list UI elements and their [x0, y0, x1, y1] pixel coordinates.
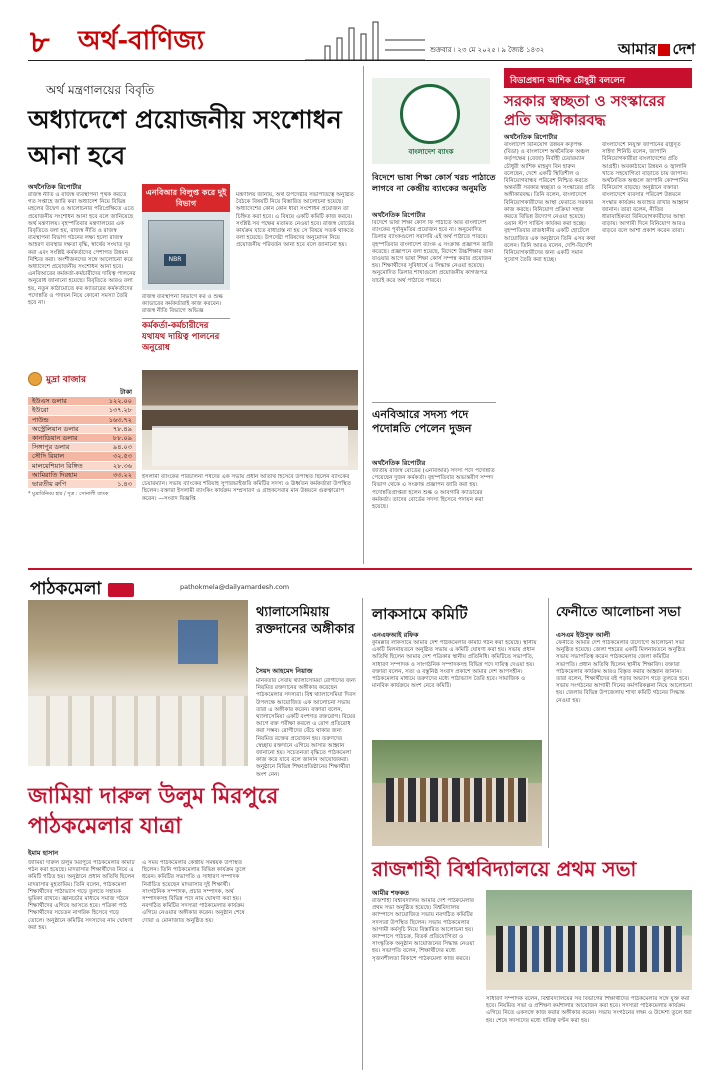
currency-rate: ৮৮.০৯	[113, 433, 132, 442]
reform-kicker-text: বিডাপ্রধান আশিক চৌধুরী বললেন	[510, 76, 625, 86]
currency-row	[28, 425, 136, 434]
currency-row	[28, 462, 136, 471]
currency-row	[28, 434, 136, 443]
currency-name: ইউএস ডলার	[32, 397, 67, 406]
currency-name: ইউরো	[32, 406, 49, 415]
laksam-byline: এনএফআই রফিক	[372, 631, 419, 639]
currency-rate: ৯৪.০৩	[113, 443, 132, 452]
currency-title: মুদ্রা বাজার	[46, 374, 86, 385]
jamia-col2: এ সময় পাঠকমেলার কেন্দ্রীয় সমন্বয়ক উপস্থিত ছিলেন। তিনি পাঠকমেলার বিভিন্ন কার্যক্রম তুলে ধরেন। কমিটির সভাপতি ও সাধারণ সম্পাদক নির্বাচিত হয়েছেন মাদরাসার দুই শিক্ষার্থী। সাংগঠনিক সম্পাদক, প্রচার সম্পাদক, অর্থ সম্পাদকসহ বিভিন্ন পদে নাম ঘোষণা করা হয়। নবগঠিত কমিটির সদস্যরা পাঠকমেলার কার্যক্রম এগিয়ে নেওয়ার অঙ্গীকার করেন। অনুষ্ঠান শেষে দোয়া ও মোনাজাত অনুষ্ঠিত হয়।	[142, 860, 246, 924]
crowd-icon	[108, 583, 134, 597]
bangladesh-bank-logo	[372, 78, 490, 164]
issue-date: শুক্রবার ৷ ২৩ মে ২০২৫ ৷ ৯ জ্যৈষ্ঠ ১৪৩২	[430, 46, 545, 54]
currency-name: অস্ট্রেলিয়ান ডলার	[32, 424, 79, 433]
lead-col3: মন্ত্রণালয় জানায়, অর্থ উপদেষ্টার সভাপতিত্বে অনুষ্ঠিত বৈঠকে বিষয়টি নিয়ে বিস্তারিত আলোচনা হয়েছে। অধ্যাদেশের কোন কোন ধারা সংশোধন প্রয়োজন তা চিহ্নিত করা হবে। এ বিষয়ে একটি কমিটি কাজ করবে। সংশ্লিষ্ট সব পক্ষের মতামত নেওয়া হবে। রাজস্ব বোর্ডের কার্যক্রম যাতে বাধাগ্রস্ত না হয় সে বিষয়ে সতর্ক থাকতে বলা হয়েছে। উপদেষ্টা পরিষদের অনুমোদন নিয়ে প্রয়োজনীয় পরিবর্তন আনা হবে বলে জানানো হয়।	[236, 192, 355, 249]
currency-row	[28, 471, 136, 480]
thalassemia-headline: থ্যালাসেমিয়ায় রক্তদানের অঙ্গীকার	[256, 605, 355, 637]
classroom-photo	[28, 600, 248, 766]
currency-rate: ১৩৭.২৮	[108, 406, 132, 415]
masthead	[0, 0, 720, 64]
currency-name: ভারতীয় রুপি	[32, 479, 67, 488]
reform-col2: বাংলাদেশে নিযুক্ত জাপানের রাষ্ট্রদূত সাইদা শিনিচি বলেন, জাপানি বিনিয়োগকারীরা বাংলাদেশের প্রতি আগ্রহী। অবকাঠামো উন্নয়ন ও জ্বালানি খাতে সহযোগিতা বাড়াতে চায় জাপান। অর্থনৈতিক অঞ্চলে জাপানি কোম্পানির বিনিয়োগ বাড়ছে। অনুষ্ঠানে বক্তারা বাংলাদেশে ব্যবসার পরিবেশ উন্নয়নে সংস্কার কার্যক্রম অব্যাহত রাখার আহ্বান জানান। তারা বলেন, নীতির ধারাবাহিকতা বিনিয়োগকারীদের আস্থা বাড়ায়। আগামী দিনে বিনিয়োগ আরও বাড়বে বলে আশা প্রকাশ করেন তারা।	[602, 142, 689, 235]
currency-name: সিঙ্গাপুর ডলার	[32, 443, 70, 452]
jamia-body: জামিয়া দারুল উলুম মিরপুরে পাঠকমেলার কমিটি গঠন করা হয়েছে। মাদরাসার শিক্ষার্থীদের নিয়ে এ কমিটি গঠিত হয়। অনুষ্ঠানে প্রধান অতিথি ছিলেন মাদরাসার মুহতামিম। তিনি বলেন, পাঠকমেলা শিক্ষার্থীদের পাঠাভ্যাস গড়ে তুলতে সহায়ক ভূমিকা রাখবে। জ্ঞানচর্চার মাধ্যমে সমাজ গঠনে শিক্ষার্থীদের এগিয়ে আসতে হবে। পত্রিকা পাঠ শিক্ষার্থীদের সচেতন নাগরিক হিসেবে গড়ে তোলে। অনুষ্ঠানে কমিটির সদস্যদের নাম ঘোষণা করা হয়।	[28, 860, 135, 931]
currency-row	[28, 443, 136, 452]
currency-row	[28, 480, 136, 489]
coin-icon	[28, 372, 42, 386]
nbr-body: জাতীয় রাজস্ব বোর্ডের (এনবিআর) সদস্য পদে পদোন্নতি পেয়েছেন দুজন কর্মকর্তা। বৃহস্পতিবার অভ্যন্তরীণ সম্পদ বিভাগ থেকে এ সংক্রান্ত প্রজ্ঞাপন জারি করা হয়। পদোন্নতিপ্রাপ্তরা হলেন শুল্ক ও আবগারি ক্যাডারের কর্মকর্তা। তাদের বোর্ডের সদস্য হিসেবে পদায়ন করা হয়েছে।	[372, 468, 495, 511]
thalassemia-body: মানবতার সেবায় থ্যালাসেমিয়া রোগীদের জন্য নিয়মিত রক্তদানের অঙ্গীকার করেছেন পাঠকমেলার সদস্যরা। বিশ্ব থ্যালাসেমিয়া দিবস উপলক্ষে আয়োজিত এক আলোচনা সভায় তারা এ অঙ্গীকার করেন। বক্তারা বলেন, থ্যালাসেমিয়া একটি বংশগত রক্তরোগ। বিয়ের আগে রক্ত পরীক্ষা করলে এ রোগ প্রতিরোধ করা সম্ভব। রোগীদের বেঁচে থাকার জন্য নিয়মিত রক্তের প্রয়োজন হয়। তরুণদের স্বেচ্ছায় রক্তদানে এগিয়ে আসার আহ্বান জানানো হয়। সচেতনতা বৃদ্ধিতে পাঠকমেলা কাজ করে যাবে বলে জানান আয়োজকরা। অনুষ্ঠানে বিভিন্ন শিক্ষাপ্রতিষ্ঠানের শিক্ষার্থীরা অংশ নেন।	[256, 678, 356, 778]
reform-kicker	[504, 68, 692, 88]
bank-seal-icon	[400, 84, 460, 144]
unit-header: টাকা	[120, 388, 132, 396]
rajshahi-byline: আমীর শফকত	[372, 889, 409, 897]
currency-rate: ১.৪৩	[117, 479, 132, 488]
reform-byline: অর্থনৈতিক রিপোর্টার	[504, 133, 558, 141]
currency-row	[28, 406, 136, 415]
currency-name: সৌদি রিয়াল	[32, 452, 65, 461]
lead-body: রাজস্ব নীতি ও রাজস্ব ব্যবস্থাপনা পৃথক করতে গত সপ্তাহে জারি করা অধ্যাদেশ নিয়ে বিভিন্ন মহলের উদ্বেগ ও আলোচনার পরিপ্রেক্ষিতে এতে প্রয়োজনীয় সংশোধন আনা হবে বলে জানিয়েছে অর্থ মন্ত্রণালয়। বৃহস্পতিবার মন্ত্রণালয়ের এক বিবৃতিতে বলা হয়, রাজস্ব নীতি ও রাজস্ব ব্যবস্থাপনা বিভাগ গঠনের লক্ষ্য হলো রাজস্ব আহরণ ব্যবস্থার দক্ষতা বৃদ্ধি, স্বার্থের সংঘাত দূর করা এবং সংশ্লিষ্ট কর্মকর্তাদের পেশাগত উন্নয়ন নিশ্চিত করা। অংশীজনদের সঙ্গে আলোচনা করে অধ্যাদেশে প্রয়োজনীয় সংশোধন আনা হবে। এনবিআরের কর্মকর্তা-কর্মচারীদের দায়িত্ব পালনের অনুরোধ জানানো হয়েছে। বিবৃতিতে আরও বলা হয়, নতুন কাঠামোতে কর ক্যাডারের কর্মকর্তাদের পদোন্নতি ও পদায়ন নিয়ে কোনো সমস্যা তৈরি হবে না।	[28, 192, 136, 307]
lead-kicker: অর্থ মন্ত্রণালয়ের বিবৃতি	[46, 83, 155, 97]
currency-row	[28, 452, 136, 461]
currency-rate: ১২২.০০	[108, 397, 132, 406]
currency-row	[28, 397, 136, 406]
currency-name: পাউন্ড	[32, 415, 49, 424]
nbr-building-photo	[148, 220, 224, 284]
jamia-headline: জামিয়া দারুল উলুম মিরপুরে পাঠকমেলার যাত্রা	[28, 784, 279, 839]
currency-rate: ৩৩.২২	[113, 470, 132, 479]
bank-body: বিদেশে ভাষা শিক্ষা কোর্স ফি পাঠাতে আর বাংলাদেশ ব্যাংকের পূর্বানুমতির প্রয়োজন হবে না। অনুমোদিত ডিলার ব্যাংকগুলো সরাসরি এই অর্থ পাঠাতে পারবে। বৃহস্পতিবার বাংলাদেশ ব্যাংক এ সংক্রান্ত প্রজ্ঞাপন জারি করেছে। প্রজ্ঞাপনে বলা হয়েছে, বিদেশে উচ্চশিক্ষার জন্য যাওয়ার আগে ভাষা শিক্ষা কোর্স সম্পন্ন করার প্রয়োজন হয়। শিক্ষার্থীদের সুবিধার্থে এ সিদ্ধান্ত নেওয়া হয়েছে। অনুমোদিত ডিলার শাখাগুলো প্রয়োজনীয় কাগজপত্র যাচাই করে অর্থ পাঠাতে পারবে।	[372, 220, 494, 284]
meeting-photo	[142, 370, 358, 470]
laksam-body: কুমিল্লার লাকসামে আমার দেশ পাঠকমেলার কমিটি গঠন করা হয়েছে। স্থানীয় একটি মিলনায়তনে অনুষ্ঠিত সভায় এ কমিটি ঘোষণা করা হয়। সভায় প্রধান অতিথি ছিলেন আমার দেশ পত্রিকার স্থানীয় প্রতিনিধি। কমিটিতে সভাপতি, সাধারণ সম্পাদক ও সাংগঠনিক সম্পাদকসহ বিভিন্ন পদে দায়িত্ব দেওয়া হয়। বক্তারা বলেন, সত্য ও বস্তুনিষ্ঠ সংবাদ প্রকাশে আমার দেশ আপসহীন। পাঠকমেলার মাধ্যমে তরুণদের মধ্যে পাঠাভ্যাস তৈরি হবে। সামাজিক ও মানবিক কার্যক্রমে অংশ নেবে কমিটি।	[372, 640, 537, 690]
section-rule	[28, 568, 692, 570]
currency-name: কানাডিয়ান ডলার	[32, 433, 78, 442]
bar-chart-icon	[305, 18, 425, 62]
currency-rows	[28, 397, 136, 489]
brand-left: আমার	[618, 40, 657, 58]
feni-headline: ফেনীতে আলোচনা সভা	[556, 605, 681, 620]
masthead-rule	[28, 60, 692, 61]
currency-source: * মুদ্রাবিনিময় হার / সূত্র : সোনালী ব্যাংক	[28, 491, 109, 498]
pull-quote: কর্মকর্তা-কর্মচারীদের যথাযথ দায়িত্ব পালনের অনুরোধ	[142, 318, 230, 362]
column-divider-3	[548, 598, 549, 848]
nbr-rule	[372, 402, 496, 403]
page-number: ৮	[30, 25, 50, 60]
thalassemia-byline: সৈয়দ আহমেদ নিয়াজ	[256, 667, 313, 675]
currency-row	[28, 416, 136, 425]
rajshahi-body: রাজশাহী বিশ্ববিদ্যালয় আমার দেশ পাঠকমেলার প্রথম সভা অনুষ্ঠিত হয়েছে। বিশ্ববিদ্যালয় ক্যাম্পাসে আয়োজিত সভায় নবগঠিত কমিটির সদস্যরা উপস্থিত ছিলেন। সভায় পাঠকমেলার আগামী কর্মসূচি নিয়ে বিস্তারিত আলোচনা হয়। ক্যাম্পাসে পাঠচক্র, বিতর্ক প্রতিযোগিতা ও সাংস্কৃতিক অনুষ্ঠান আয়োজনের সিদ্ধান্ত নেওয়া হয়। সভাপতি বলেন, শিক্ষার্থীদের মধ্যে সৃজনশীলতা বিকাশে পাঠকমেলা কাজ করবে।	[372, 898, 475, 962]
laksam-photo	[372, 740, 542, 846]
brand-square-icon	[658, 44, 670, 56]
lead-col2: রাজস্ব ব্যবস্থাপনা বিভাগে কর ও শুল্ক ক্যাডারের কর্মকর্তারাই কাজ করবেন। রাজস্ব নীতি বিভাগে অভিজ্ঞ	[142, 294, 223, 314]
laksam-headline: লাকসামে কমিটি	[372, 605, 468, 623]
column-divider-2	[362, 598, 363, 1070]
currency-unit-row	[28, 388, 136, 397]
pathakmela-logo-text: পাঠকমেলা	[30, 579, 102, 599]
nbr-inset	[142, 184, 230, 290]
rajshahi-photo	[486, 890, 692, 990]
rajshahi-headline: রাজশাহী বিশ্ববিদ্যালয়ে প্রথম সভা	[372, 857, 637, 881]
section-title: অর্থ-বাণিজ্য	[78, 26, 205, 56]
currency-table	[28, 370, 136, 560]
feni-byline: এসএম ইউসুফ আলী	[556, 631, 611, 639]
jamia-byline: ইমাম হাসান	[28, 849, 59, 857]
currency-name: আমিরাতি দিরহাম	[32, 470, 78, 479]
currency-rate: ২৮.৩৬	[113, 461, 132, 470]
pathakmela-email: pathokmela@dailyamardesh.com	[180, 583, 290, 591]
currency-rate: ৭৮.৪৯	[113, 424, 132, 433]
column-divider	[363, 66, 364, 564]
currency-name: মালয়েশিয়ান রিঙ্গিত	[32, 461, 83, 470]
nbr-headline: এনবিআরে সদস্য পদে পদোন্নতি পেলেন দুজন	[372, 408, 472, 435]
brand-right: দেশ	[672, 40, 696, 58]
currency-rate: ৩২.৫৩	[113, 452, 132, 461]
bank-byline: অর্থনৈতিক রিপোর্টার	[372, 211, 426, 219]
currency-header	[28, 370, 136, 388]
reform-body: বাংলাদেশ বিনিয়োগ উন্নয়ন কর্তৃপক্ষ (বিডা) ও বাংলাদেশ অর্থনৈতিক অঞ্চল কর্তৃপক্ষের (বেজা) নির্বাহী চেয়ারম্যান চৌধুরী আশিক মাহমুদ বিন হারুন বলেছেন, দেশে একটি স্থিতিশীল ও বিনিয়োগবান্ধব পরিবেশ নিশ্চিত করতে অন্তর্বর্তী সরকার স্বচ্ছতা ও সংস্কারের প্রতি অঙ্গীকারবদ্ধ। তিনি বলেন, বাংলাদেশে বিনিয়োগকারীদের আস্থা ফেরাতে সরকার কাজ করছে। বিনিয়োগ প্রক্রিয়া সহজ করতে বিভিন্ন উদ্যোগ নেওয়া হয়েছে। ওয়ান স্টপ সার্ভিস কার্যকর করা হচ্ছে। বৃহস্পতিবার রাজধানীর একটি হোটেলে আয়োজিত এক অনুষ্ঠানে তিনি এসব কথা বলেন। তিনি আরও বলেন, দেশি-বিদেশি বিনিয়োগকারীদের জন্য একটি সমান সুযোগ তৈরি করা হচ্ছে।	[504, 142, 596, 264]
meeting-caption: ইসলামী ব্যাংকের পরিচালনা পর্ষদের এক সভায় প্রধান অতিথি হিসেবে উপস্থিত ছিলেন ব্যাংকের চেয়ারম্যান। সভায় ব্যাংকের শরিয়াহ সুপারভাইজরি কমিটির সদস্য ও ঊর্ধ্বতন কর্মকর্তারা উপস্থিত ছিলেন। বক্তারা ইসলামী ব্যাংকিং কার্যক্রম সম্প্রসারণ ও গ্রাহকসেবার মান উন্নয়নে গুরুত্বারোপ করেন। —সংবাদ বিজ্ঞপ্তি	[142, 474, 351, 502]
nbr-sign: NBR	[164, 254, 186, 266]
lead-headline: অধ্যাদেশে প্রয়োজনীয় সংশোধন আনা হবে	[28, 105, 342, 170]
lead-byline: অর্থনৈতিক রিপোর্টার	[28, 183, 82, 191]
reform-headline: সরকার স্বচ্ছতা ও সংস্কারের প্রতি অঙ্গীকারবদ্ধ	[504, 92, 665, 129]
feni-body: ফেনীতে আমার দেশ পাঠকমেলার উদ্যোগে আলোচনা সভা অনুষ্ঠিত হয়েছে। জেলা শহরের একটি মিলনায়তনে অনুষ্ঠিত সভায় সভাপতিত্ব করেন পাঠকমেলার জেলা কমিটির সভাপতি। প্রধান অতিথি ছিলেন স্থানীয় শিক্ষাবিদ। বক্তারা পাঠকমেলার কার্যক্রম আরও বিস্তৃত করার আহ্বান জানান। তারা বলেন, শিক্ষার্থীদের বই পড়ার অভ্যাস গড়ে তুলতে হবে। সভায় সংগঠনের আগামী দিনের কর্মপরিকল্পনা নিয়ে আলোচনা হয়। জেলার বিভিন্ন উপজেলায় শাখা কমিটি গঠনের সিদ্ধান্ত নেওয়া হয়।	[556, 640, 692, 704]
nbr-byline: অর্থনৈতিক রিপোর্টার	[372, 459, 426, 467]
bank-headline: বিদেশে ভাষা শিক্ষা কোর্স খরচ পাঠাতে লাগবে না কেন্দ্রীয় ব্যাংকের অনুমতি	[372, 172, 496, 193]
bank-logo-text: বাংলাদেশ ব্যাংক	[408, 148, 454, 156]
inset-title: এনবিআর বিলুপ্ত করে দুই বিভাগ	[142, 184, 230, 212]
rajshahi-col2: সাধারণ সম্পাদক বলেন, বিশ্ববিদ্যালয়ের সব বিভাগের শিক্ষার্থীদের পাঠকমেলার সঙ্গে যুক্ত করা হবে। নিয়মিত সভা ও প্রশিক্ষণ কর্মশালার আয়োজন করা হবে। সদস্যরা পাঠকমেলার কার্যক্রম এগিয়ে নিতে একসঙ্গে কাজ করার অঙ্গীকার করেন। সভায় সংগঠনের লক্ষ্য ও উদ্দেশ্য তুলে ধরা হয়। শেষে সদস্যদের মধ্যে দায়িত্ব বণ্টন করা হয়।	[486, 996, 692, 1024]
currency-rate: ১৬৩.৭২	[108, 415, 132, 424]
